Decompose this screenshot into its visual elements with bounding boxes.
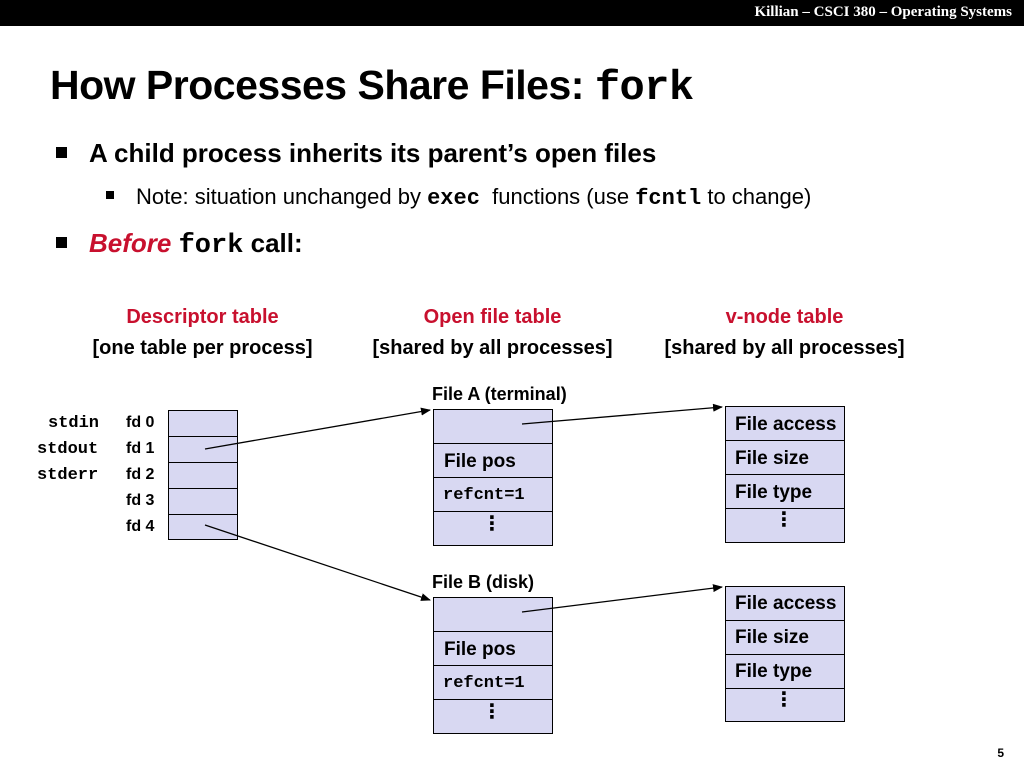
bullet-3-post: call:	[243, 228, 303, 258]
bullet-2-post: to change)	[701, 184, 812, 209]
bullet-2-code-fcntl: fcntl	[635, 186, 702, 211]
file-a-pos: File pos	[444, 451, 516, 472]
vnode-a-ellipsis-icon: ⋮	[774, 509, 794, 531]
vnode-a-size: File size	[735, 448, 809, 469]
descriptor-table-title: Descriptor table	[126, 306, 279, 328]
fd3-label: fd 3	[126, 492, 155, 509]
vnode-a-access: File access	[735, 414, 837, 435]
arrow-fd4-to-file-b	[205, 525, 430, 600]
course-header: Killian – CSCI 380 – Operating Systems	[754, 4, 1012, 20]
title-code: fork	[594, 64, 694, 112]
vnode-table-sub: [shared by all processes]	[664, 337, 905, 359]
bullet-3-code: fork	[178, 231, 244, 261]
vnode-b-ellipsis-icon: ⋮	[774, 689, 794, 711]
descriptor-table-sub: [one table per process]	[92, 337, 313, 359]
bullet-2-pre: Note: situation unchanged by	[136, 184, 428, 209]
fd2-label: fd 2	[126, 466, 155, 483]
file-a-refcnt: refcnt=1	[443, 486, 525, 505]
file-a-label: File A (terminal)	[432, 384, 567, 404]
fd4-label: fd 4	[126, 518, 155, 535]
vnode-table-title: v-node table	[725, 306, 844, 328]
open-file-table-title: Open file table	[423, 306, 562, 328]
file-b-pos: File pos	[444, 639, 516, 660]
arrow-fd1-to-file-a	[205, 410, 430, 449]
stdin-label: stdin	[48, 414, 100, 433]
page-number: 5	[997, 746, 1004, 760]
arrow-file-b-to-vnode-b	[522, 587, 722, 612]
file-b-label: File B (disk)	[432, 572, 535, 592]
vnode-b-type: File type	[735, 661, 813, 682]
fd0-label: fd 0	[126, 414, 155, 431]
stderr-label: stderr	[37, 466, 99, 485]
file-a-ellipsis-icon: ⋮	[482, 513, 502, 535]
open-file-table-sub: [shared by all processes]	[372, 337, 613, 359]
file-b-refcnt: refcnt=1	[443, 674, 525, 693]
bullet-1-text: A child process inherits its parent’s open files	[89, 138, 657, 168]
vnode-b-access: File access	[735, 593, 837, 614]
vnode-a-type: File type	[735, 482, 813, 503]
fd1-label: fd 1	[126, 440, 155, 457]
title-text: How Processes Share Files:	[50, 62, 595, 108]
bullet-3-emphasis: Before	[89, 228, 172, 258]
bullet-2-code-exec: exec	[427, 186, 480, 211]
vnode-b-size: File size	[735, 627, 809, 648]
bullet-2-mid: functions (use	[479, 184, 636, 209]
arrow-file-a-to-vnode-a	[522, 407, 722, 424]
file-b-ellipsis-icon: ⋮	[482, 701, 502, 723]
stdout-label: stdout	[37, 440, 99, 459]
